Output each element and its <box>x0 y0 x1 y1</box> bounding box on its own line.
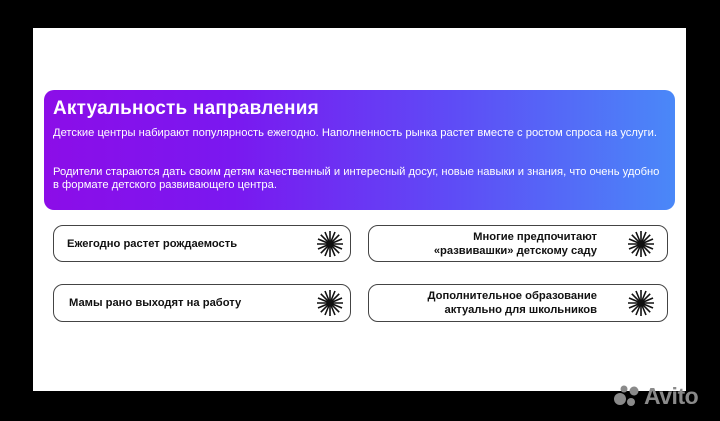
starburst-icon <box>627 289 655 317</box>
card-text: Ежегодно растет рождаемость <box>67 237 238 250</box>
card-developmental-classes <box>368 225 668 262</box>
starburst-icon <box>316 230 344 258</box>
starburst-icon <box>627 230 655 258</box>
card-additional-education <box>368 284 668 322</box>
paragraph-market-growth: Детские центры набирают популярность ежегодно. Наполненность рынка растет вместе с ростом спроса на услуги. <box>53 127 657 139</box>
avito-watermark <box>612 383 712 409</box>
card-text: Многие предпочитают «развивашки» детскому саду <box>433 230 597 257</box>
page-title: Актуальность направления <box>53 98 319 119</box>
watermark-text: Avito <box>644 383 699 409</box>
card-text: Дополнительное образование актуально для школьников <box>427 290 597 316</box>
card-mothers-work <box>53 284 351 322</box>
hero-banner <box>44 90 675 210</box>
starburst-icon <box>316 289 344 317</box>
card-birth-rate <box>53 225 351 262</box>
card-text: Мамы рано выходят на работу <box>69 297 242 309</box>
paragraph-parents: Родители стараются дать своим детям качественный и интересный досуг, новые навыки и знания, что очень удобно в формате детского развивающего центра. <box>53 166 660 191</box>
avito-logo-icon <box>612 383 644 409</box>
